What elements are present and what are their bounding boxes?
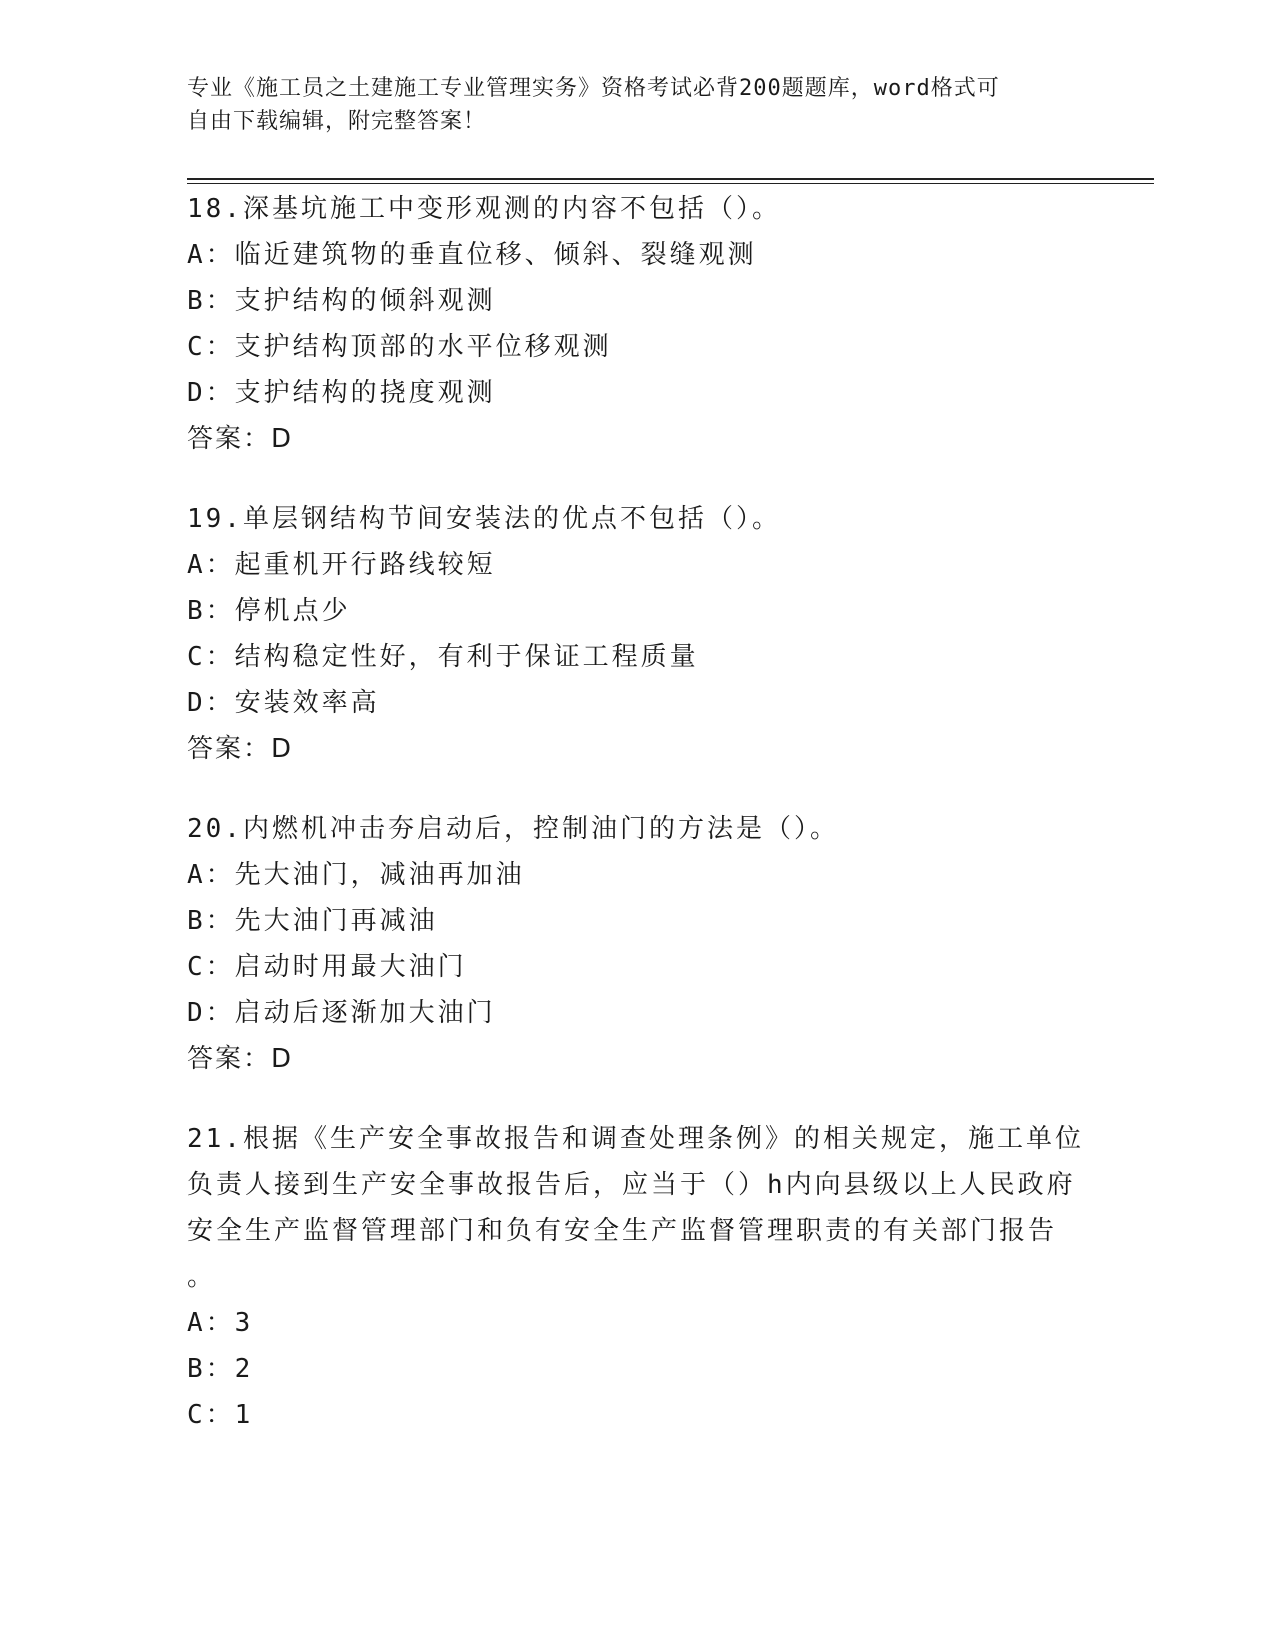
option-a: A：临近建筑物的垂直位移、倾斜、裂缝观测 (187, 240, 757, 270)
question-stem: 20.内燃机冲击夯启动后，控制油门的方法是（）。 (187, 814, 839, 844)
option-d: D：启动后逐渐加大油门 (187, 998, 496, 1028)
question-stem-line-1: 21.根据《生产安全事故报告和调查处理条例》的相关规定，施工单位 (187, 1124, 1084, 1154)
question-20 (187, 806, 1087, 1082)
answer-text: 答案：D (187, 734, 294, 764)
question-18 (187, 186, 1087, 462)
option-a: A：先大油门，减油再加油 (187, 860, 525, 890)
option-b: B：支护结构的倾斜观测 (187, 286, 496, 316)
answer-text: 答案：D (187, 1044, 294, 1074)
option-b: B：先大油门再减油 (187, 906, 438, 936)
question-stem-line-3: 安全生产监督管理部门和负有安全生产监督管理职责的有关部门报告 (187, 1216, 1058, 1246)
header-line-2: 自由下载编辑，附完整答案！ (187, 109, 487, 134)
option-a: A：3 (187, 1308, 254, 1338)
option-c: C：结构稳定性好，有利于保证工程质量 (187, 642, 699, 672)
option-c: C：1 (187, 1400, 254, 1430)
header-divider-thick (187, 178, 1154, 180)
option-b: B：停机点少 (187, 596, 351, 626)
question-19 (187, 496, 1087, 772)
question-list (187, 186, 1087, 1472)
question-stem: 18.深基坑施工中变形观测的内容不包括（）。 (187, 194, 781, 224)
header-divider-thin (187, 183, 1154, 184)
question-21 (187, 1116, 1087, 1438)
option-c: C：支护结构顶部的水平位移观测 (187, 332, 612, 362)
option-d: D：安装效率高 (187, 688, 380, 718)
answer-text: 答案：D (187, 424, 294, 454)
option-a: A：起重机开行路线较短 (187, 550, 496, 580)
option-d: D：支护结构的挠度观测 (187, 378, 496, 408)
option-c: C：启动时用最大油门 (187, 952, 467, 982)
question-stem-line-2: 负责人接到生产安全事故报告后，应当于（）h内向县级以上人民政府 (187, 1170, 1076, 1200)
document-header (187, 72, 1067, 138)
question-stem: 19.单层钢结构节间安装法的优点不包括（）。 (187, 504, 781, 534)
option-b: B：2 (187, 1354, 254, 1384)
header-line-1: 专业《施工员之土建施工专业管理实务》资格考试必背200题题库，word格式可 (187, 76, 1000, 101)
question-stem-line-4: 。 (187, 1262, 217, 1292)
